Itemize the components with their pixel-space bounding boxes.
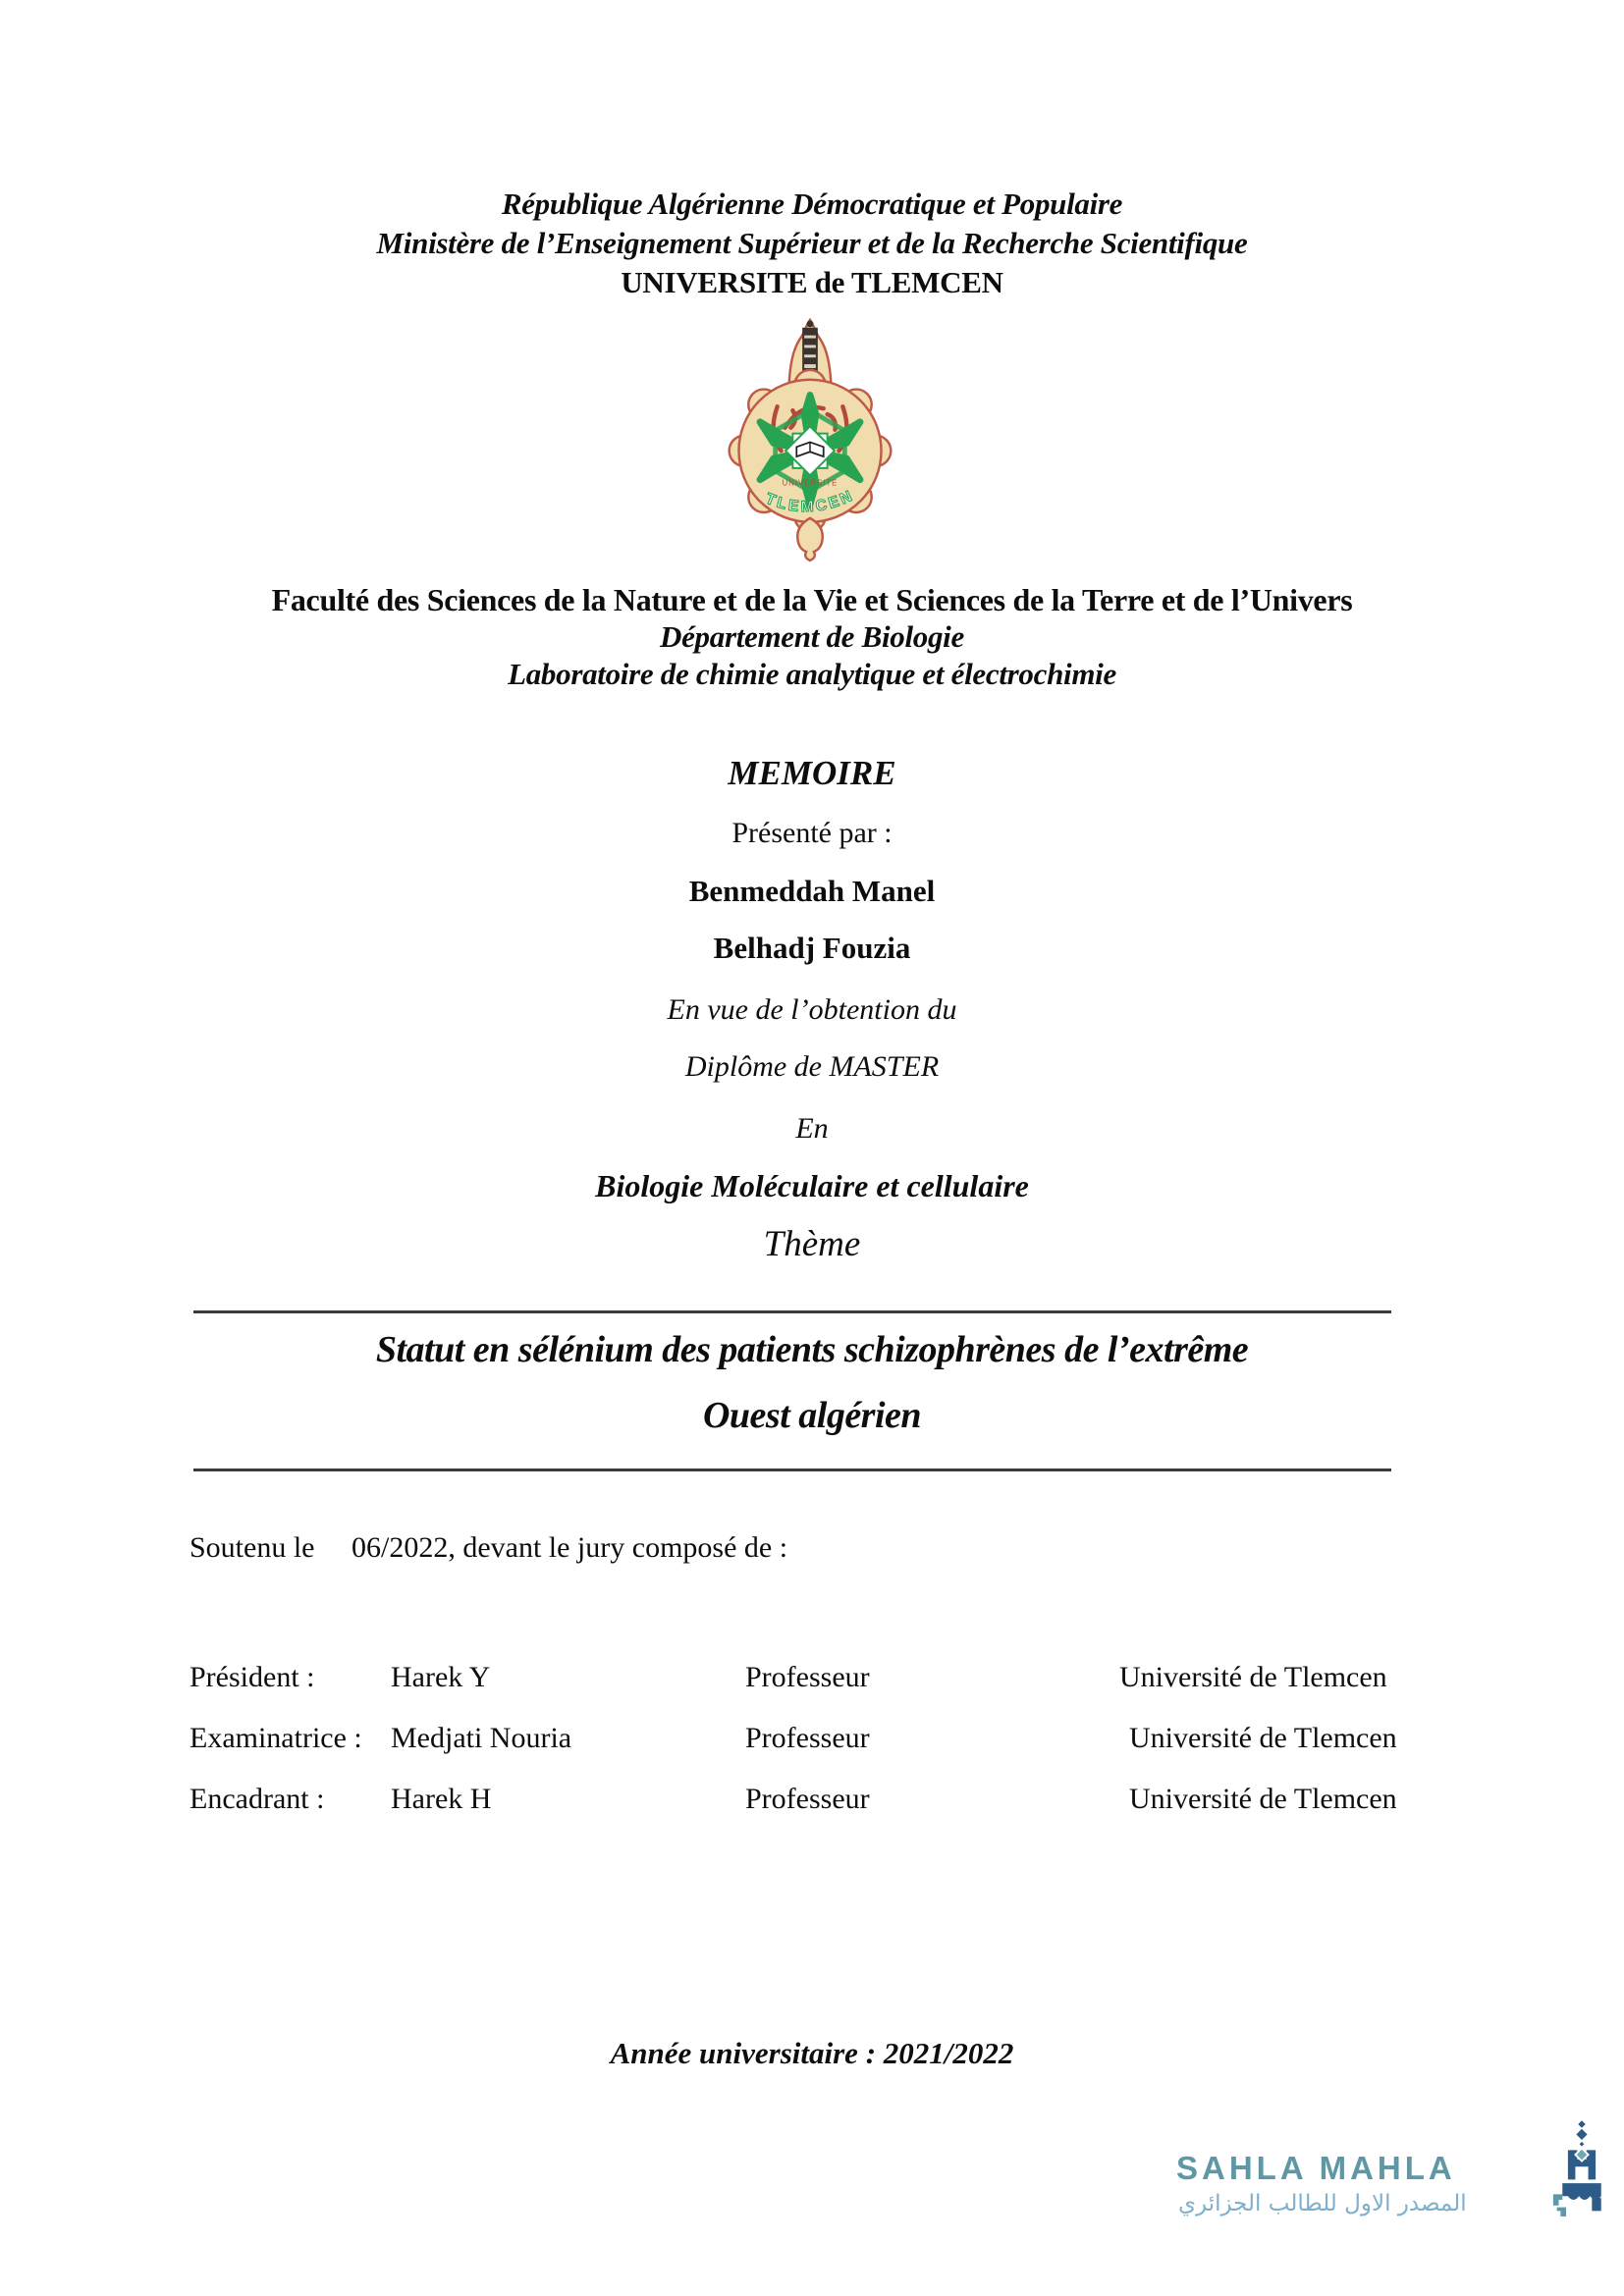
jury-row [189, 1661, 1436, 1700]
jury-name: Harek H [391, 1783, 492, 1815]
thesis-title-line1: Statut en sélénium des patients schizophrènes de l’extrême [375, 1329, 1249, 1370]
jury-affiliation: Université de Tlemcen [1119, 1661, 1387, 1693]
thesis-title [0, 1317, 1624, 1449]
title-rule-top [193, 1310, 1391, 1313]
title-rule-bottom [193, 1468, 1391, 1471]
sahla-mahla-emblem-icon [1551, 2115, 1612, 2225]
jury-grade: Professeur [745, 1783, 870, 1815]
thesis-title-line2: Ouest algérien [702, 1395, 922, 1436]
republic-header [0, 185, 1624, 302]
in-label: En [795, 1112, 829, 1145]
laboratory-line: Laboratoire de chimie analytique et électrochimie [508, 657, 1116, 691]
diploma-line: Diplôme de MASTER [684, 1050, 940, 1083]
jury-affiliation: Université de Tlemcen [1129, 1722, 1397, 1754]
author-name: Belhadj Fouzia [713, 931, 911, 965]
jury-name: Harek Y [391, 1661, 491, 1693]
jury-role: Président : [189, 1661, 315, 1693]
defense-intro: Soutenu le 06/2022, devant le jury composé de : [189, 1531, 788, 1564]
academic-year: Année universitaire : 2021/2022 [610, 2036, 1014, 2070]
purpose-line: En vue de l’obtention du [667, 993, 957, 1026]
presented-by-label: Présenté par : [731, 817, 893, 849]
jury-grade: Professeur [745, 1661, 870, 1693]
jury-role: Encadrant : [189, 1783, 325, 1815]
republic-line: République Algérienne Démocratique et Populaire [501, 187, 1123, 221]
specialty-line: Biologie Moléculaire et cellulaire [595, 1168, 1029, 1203]
jury-affiliation: Université de Tlemcen [1129, 1783, 1397, 1815]
jury-grade: Professeur [745, 1722, 870, 1754]
seal-universite-label: UNIVERSITE [782, 478, 839, 488]
jury-row [189, 1722, 1436, 1761]
department-line: Département de Biologie [660, 619, 964, 654]
document-type: MEMOIRE [728, 754, 896, 792]
sahla-mahla-brand-text: SAHLA MAHLA [1176, 2150, 1456, 2186]
faculty-line: Faculté des Sciences de la Nature et de la Vie et Sciences de la Terre et de l’Univers [271, 582, 1353, 617]
sahla-mahla-watermark [0, 2110, 1624, 2238]
theme-label: Thème [763, 1224, 861, 1264]
sahla-mahla-tagline-arabic: المصدر الاول للطالب الجزائري [1178, 2191, 1467, 2216]
seal-tlemcen-label: TLEMCEN [763, 487, 858, 516]
ministry-line: Ministère de l’Enseignement Supérieur et de la Recherche Scientifique [376, 226, 1248, 260]
faculty-block [0, 581, 1624, 693]
jury-name: Medjati Nouria [391, 1722, 572, 1754]
author-name: Benmeddah Manel [688, 874, 936, 908]
jury-row [189, 1783, 1436, 1822]
university-tlemcen-seal-icon [714, 314, 906, 564]
university-line: UNIVERSITE de TLEMCEN [621, 265, 1003, 299]
jury-role: Examinatrice : [189, 1722, 362, 1754]
